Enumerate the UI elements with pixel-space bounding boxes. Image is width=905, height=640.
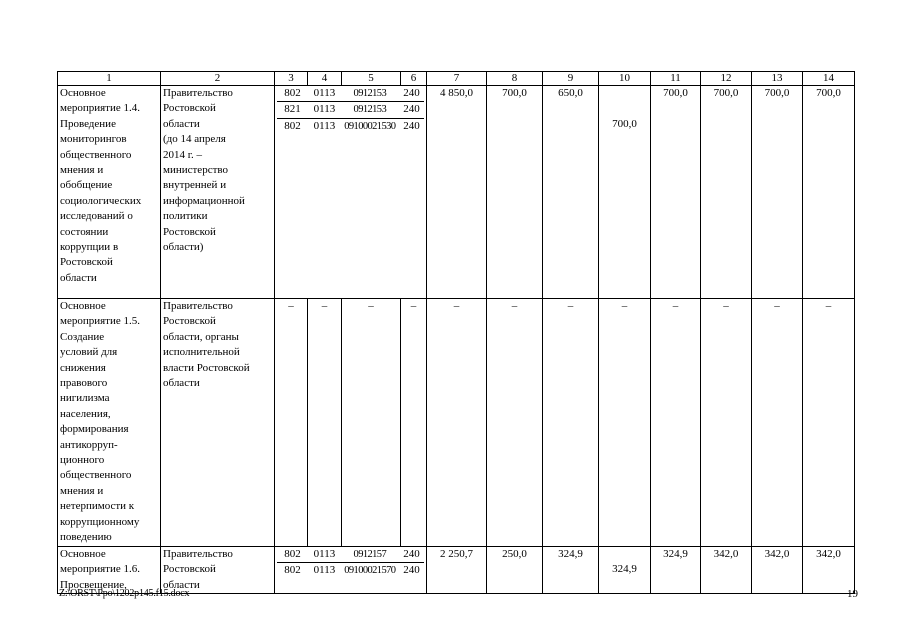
text-line: поведению <box>60 531 112 544</box>
text-line: Проведение <box>60 117 116 130</box>
text-line: условий для <box>60 346 118 359</box>
dash-cell: – <box>599 299 651 547</box>
code-vr: 240 <box>399 563 424 579</box>
year-value: 342,0 <box>701 547 752 594</box>
text-line: области, органы <box>163 330 239 343</box>
year-value: 700,0 <box>612 118 637 130</box>
text-line: внутренней и <box>163 179 227 192</box>
col-header: 9 <box>543 72 599 86</box>
code-grbs: 821 <box>277 102 308 118</box>
col-header: 12 <box>701 72 752 86</box>
year-value: 700,0 <box>701 86 752 299</box>
code-rzpr: 0113 <box>308 118 341 134</box>
dash-cell: – <box>487 299 543 547</box>
column-number-row <box>58 72 855 86</box>
text-line: области <box>163 377 200 390</box>
text-line: 2014 г. – <box>163 148 203 161</box>
text-line: Правительство <box>163 548 233 560</box>
code-csr: 09100021570 <box>341 563 399 579</box>
text-line: населения, <box>60 407 111 420</box>
activity-name <box>58 547 161 594</box>
text-line: нетерпимости к <box>60 500 135 513</box>
text-line: области <box>60 271 97 284</box>
code-rzpr: 0113 <box>313 548 336 560</box>
text-line: Ростовской <box>60 256 113 269</box>
year-value: 342,0 <box>752 547 803 594</box>
dash-cell: – <box>342 299 401 547</box>
code-grbs: 802 <box>277 563 308 579</box>
year-value: 250,0 <box>487 547 543 594</box>
text-line: Просвещение, <box>60 578 127 591</box>
code-csr: 0912157 <box>353 549 387 560</box>
program-table <box>57 71 855 594</box>
text-line: исследований о <box>60 210 133 223</box>
text-line: мнения и <box>60 484 104 497</box>
activity-name <box>58 86 161 299</box>
year-value-cell <box>599 86 651 299</box>
dash-cell: – <box>308 299 342 547</box>
text-line: состоянии <box>60 225 109 238</box>
footer-file-path: Z:\ORST\Ppo\1202p145.f15.docx <box>59 588 190 599</box>
dash-cell: – <box>543 299 599 547</box>
text-line: Создание <box>60 330 105 343</box>
text-line: мнения и <box>60 164 104 177</box>
year-value: 342,0 <box>803 547 855 594</box>
page-number: 19 <box>847 588 858 600</box>
text-line: мониторингов <box>60 133 127 146</box>
dash-cell: – <box>752 299 803 547</box>
text-line: Ростовской <box>163 563 216 576</box>
table-row <box>58 86 855 299</box>
col-header: 14 <box>803 72 855 86</box>
code-grbs: 802 <box>284 548 301 560</box>
code-csr: 0912153 <box>341 102 399 118</box>
text-line: области <box>163 578 200 591</box>
year-value: 650,0 <box>543 86 599 299</box>
text-line: Основное <box>60 548 106 560</box>
total-value: 4 850,0 <box>427 86 487 299</box>
dash-cell: – <box>275 299 308 547</box>
text-line: мероприятие 1.5. <box>60 315 141 328</box>
text-line: информационной <box>163 194 245 207</box>
year-value: 324,9 <box>543 547 599 594</box>
dash-cell: – <box>401 299 427 547</box>
text-line: нигилизма <box>60 392 110 405</box>
code-vr: 240 <box>403 548 420 560</box>
table-row <box>58 547 855 594</box>
code-csr: 09100021530 <box>341 118 399 134</box>
col-header: 8 <box>487 72 543 86</box>
code-grbs: 802 <box>277 118 308 134</box>
text-line: мероприятие 1.4. <box>60 102 141 115</box>
dash-cell: – <box>701 299 752 547</box>
text-line: Ростовской <box>163 102 216 115</box>
text-line: Основное <box>60 300 106 312</box>
code-csr: 0912153 <box>353 88 387 99</box>
text-line: коррупционному <box>60 515 140 528</box>
executor-name <box>161 299 275 547</box>
activity-name <box>58 299 161 547</box>
total-value: 2 250,7 <box>427 547 487 594</box>
col-header: 3 <box>275 72 308 86</box>
text-line: мероприятие 1.6. <box>60 563 141 576</box>
text-line: Основное <box>60 87 106 99</box>
text-line: министерство <box>163 164 229 177</box>
text-line: Ростовской <box>163 315 216 328</box>
text-line: Ростовской <box>163 225 216 238</box>
col-header: 4 <box>308 72 342 86</box>
table-row <box>58 299 855 547</box>
text-line: формирования <box>60 423 129 436</box>
text-line: политики <box>163 210 208 223</box>
year-value: 700,0 <box>803 86 855 299</box>
text-line: Правительство <box>163 87 233 99</box>
code-grbs: 802 <box>284 87 301 99</box>
col-header: 6 <box>401 72 427 86</box>
text-line: общественного <box>60 148 132 161</box>
year-value: 700,0 <box>487 86 543 299</box>
text-line: области) <box>163 241 204 254</box>
text-line: власти Ростовской <box>163 361 250 374</box>
executor-name <box>161 86 275 299</box>
text-line: правового <box>60 377 108 390</box>
year-value: 324,9 <box>651 547 701 594</box>
text-line: области <box>163 117 200 130</box>
dash-cell: – <box>427 299 487 547</box>
year-value: 324,9 <box>612 563 637 575</box>
dash-cell: – <box>803 299 855 547</box>
budget-codes <box>275 547 427 594</box>
text-line: снижения <box>60 361 106 374</box>
text-line: (до 14 апреля <box>163 133 226 146</box>
col-header: 11 <box>651 72 701 86</box>
code-rzpr: 0113 <box>308 563 341 579</box>
text-line: ционного <box>60 454 105 467</box>
col-header: 5 <box>342 72 401 86</box>
text-line: антикорруп- <box>60 438 118 451</box>
text-line: Правительство <box>163 300 233 312</box>
col-header: 7 <box>427 72 487 86</box>
text-line: исполнительной <box>163 346 240 359</box>
text-line: общественного <box>60 469 132 482</box>
year-value-cell <box>599 547 651 594</box>
code-rzpr: 0113 <box>308 102 341 118</box>
code-vr: 240 <box>399 118 424 134</box>
col-header: 13 <box>752 72 803 86</box>
dash-cell: – <box>651 299 701 547</box>
text-line: обобщение <box>60 179 113 192</box>
text-line: социологических <box>60 194 142 207</box>
text-line: коррупции в <box>60 241 119 254</box>
code-rzpr: 0113 <box>313 87 336 99</box>
year-value: 700,0 <box>651 86 701 299</box>
budget-codes <box>275 86 427 299</box>
code-vr: 240 <box>399 102 424 118</box>
executor-name <box>161 547 275 594</box>
year-value: 700,0 <box>752 86 803 299</box>
code-vr: 240 <box>403 87 420 99</box>
col-header: 10 <box>599 72 651 86</box>
col-header: 2 <box>161 72 275 86</box>
col-header: 1 <box>58 72 161 86</box>
